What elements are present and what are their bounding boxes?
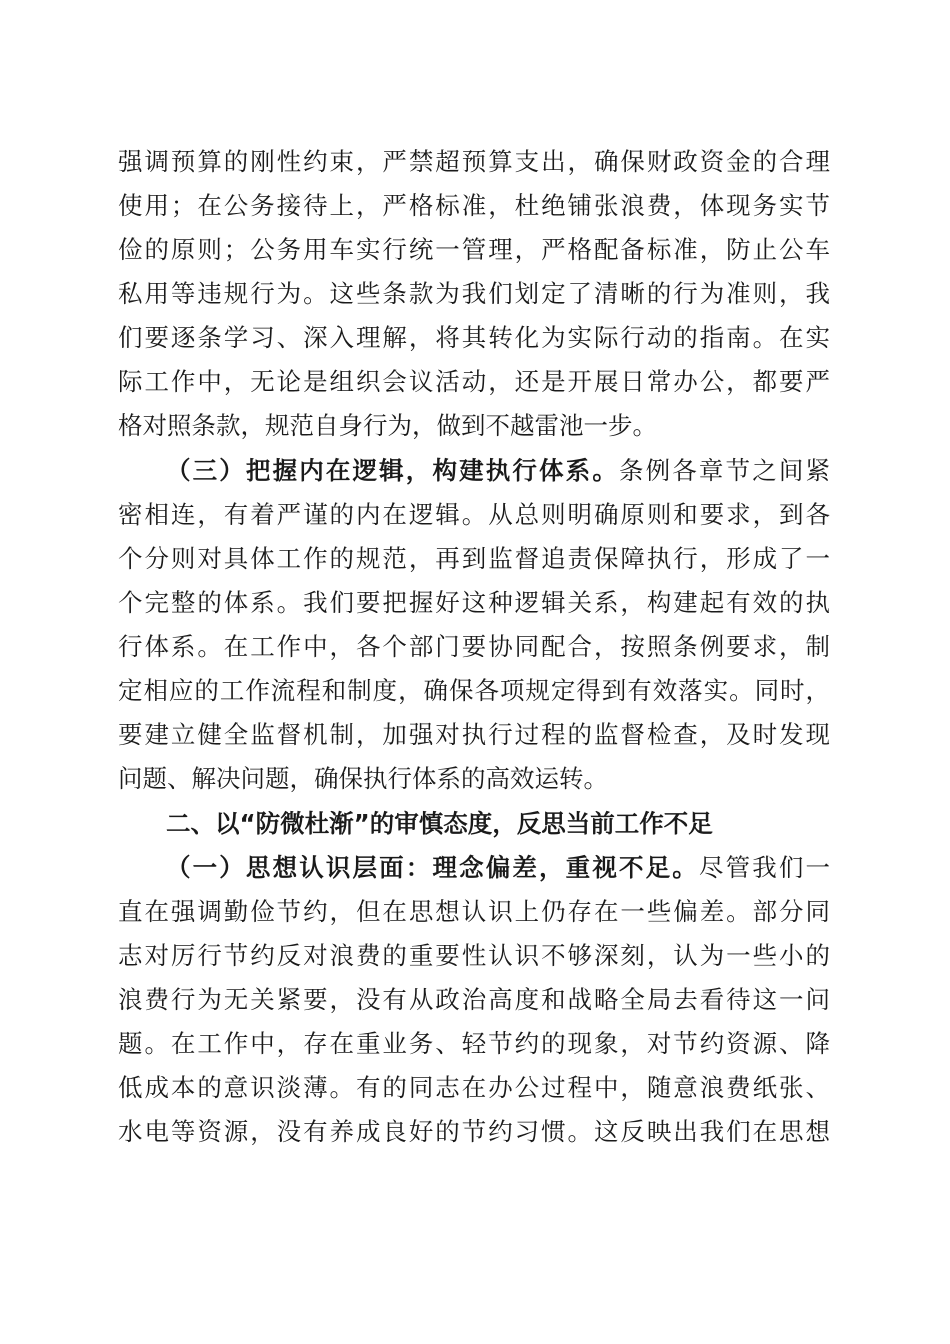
subheading-1: （一）思想认识层面：理念偏差，重视不足。 <box>166 853 699 882</box>
paragraph-2-line-7: 要建立健全监督机制，加强对执行过程的监督检查，及时发现 <box>118 720 830 749</box>
paragraph-1-line-4: 私用等违规行为。这些条款为我们划定了清晰的行为准则，我 <box>118 279 830 308</box>
paragraph-3-line-2: 直在强调勤俭节约，但在思想认识上仍存在一些偏差。部分同 <box>118 897 830 926</box>
paragraph-1-line-2: 使用；在公务接待上，严格标准，杜绝铺张浪费，体现务实节 <box>118 191 830 220</box>
paragraph-3-line-5: 题。在工作中，存在重业务、轻节约的现象，对节约资源、降 <box>118 1029 830 1058</box>
paragraph-2-line-8: 问题、解决问题，确保执行体系的高效运转。 <box>118 764 608 793</box>
paragraph-3-line-1 <box>166 847 830 889</box>
paragraph-2-line-6: 定相应的工作流程和制度，确保各项规定得到有效落实。同时， <box>118 676 830 705</box>
paragraph-1-line-1: 强调预算的刚性约束，严禁超预算支出，确保财政资金的合理 <box>118 147 830 176</box>
paragraph-2-line-5: 行体系。在工作中，各个部门要协同配合，按照条例要求，制 <box>118 632 830 661</box>
paragraph-2-line-3: 个分则对具体工作的规范，再到监督追责保障执行，形成了一 <box>118 544 830 573</box>
paragraph-1-line-7: 格对照条款，规范自身行为，做到不越雷池一步。 <box>118 411 657 440</box>
paragraph-1-line-5: 们要逐条学习、深入理解，将其转化为实际行动的指南。在实 <box>118 323 830 352</box>
paragraph-1-line-3: 俭的原则；公务用车实行统一管理，严格配备标准，防止公车 <box>118 235 830 264</box>
section-heading-2: 二、以“防微杜渐”的审慎态度，反思当前工作不足 <box>166 809 713 838</box>
paragraph-2-line-4: 个完整的体系。我们要把握好这种逻辑关系，构建起有效的执 <box>118 588 830 617</box>
paragraph-3-line-6: 低成本的意识淡薄。有的同志在办公过程中，随意浪费纸张、 <box>118 1073 830 1102</box>
paragraph-1-line-6: 际工作中，无论是组织会议活动，还是开展日常办公，都要严 <box>118 367 830 396</box>
subheading-3: （三）把握内在逻辑，构建执行体系。 <box>166 456 619 485</box>
paragraph-3-line-4: 浪费行为无关紧要，没有从政治高度和战略全局去看待这一问 <box>118 985 830 1014</box>
paragraph-3-first-text: 尽管我们一 <box>698 853 830 882</box>
paragraph-2-line-2: 密相连，有着严谨的内在逻辑。从总则明确原则和要求，到各 <box>118 500 830 529</box>
paragraph-2-line-1 <box>166 450 830 492</box>
paragraph-2-first-text: 条例各章节之间紧 <box>618 456 830 485</box>
paragraph-3-line-7: 水电等资源，没有养成良好的节约习惯。这反映出我们在思想 <box>118 1117 830 1146</box>
paragraph-3-line-3: 志对厉行节约反对浪费的重要性认识不够深刻，认为一些小的 <box>118 941 830 970</box>
